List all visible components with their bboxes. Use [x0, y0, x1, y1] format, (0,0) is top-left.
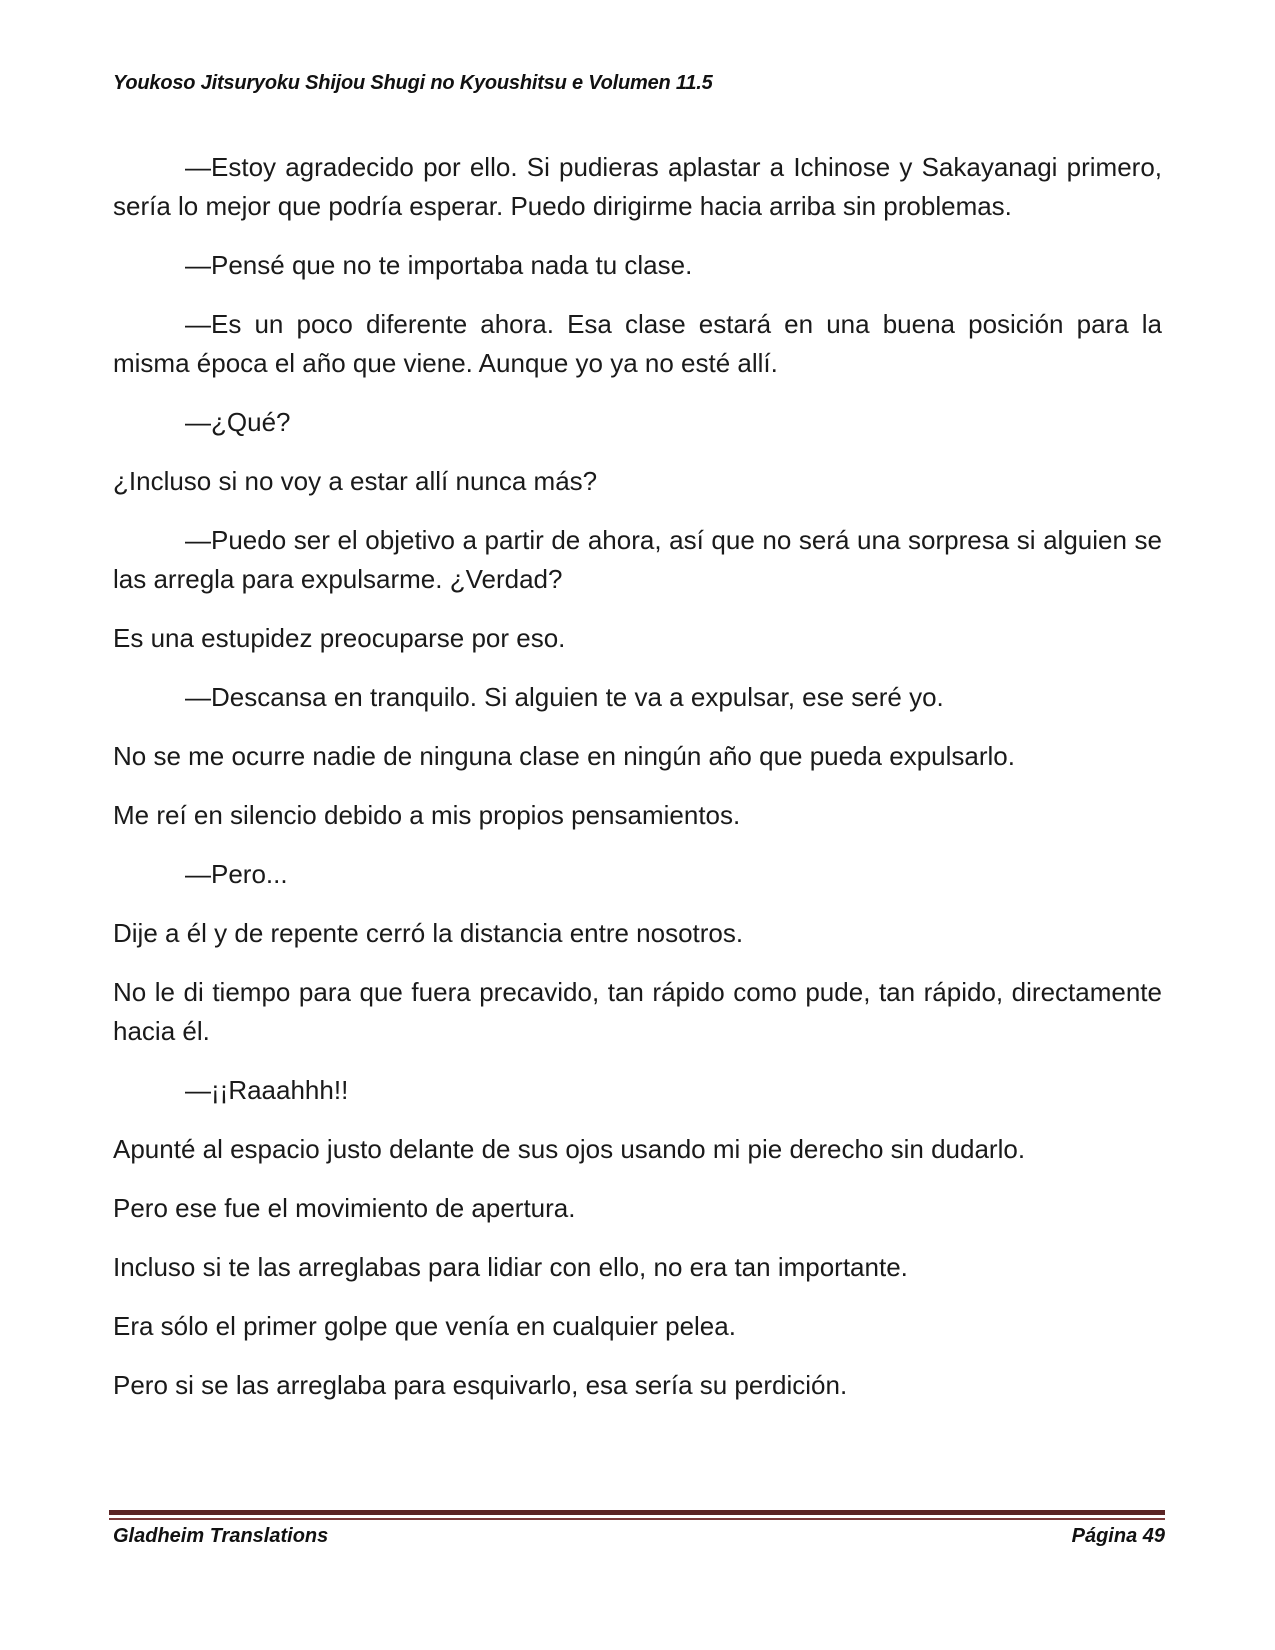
paragraph: No le di tiempo para que fuera precavido, tan rápido como pude, tan rápido, directamente hacia él. [113, 977, 1162, 1046]
paragraph: —Estoy agradecido por ello. Si pudieras aplastar a Ichinose y Sakayanagi primero, sería lo mejor que podría esperar. Puedo dirigirme hacia arriba sin problemas. [113, 152, 1162, 221]
paragraph: Dije a él y de repente cerró la distancia entre nosotros. [113, 918, 744, 948]
paragraph: —Puedo ser el objetivo a partir de ahora, así que no será una sorpresa si alguien se las arregla para expulsarme. ¿Verdad? [113, 525, 1162, 594]
paragraph: —¿Qué? [185, 407, 291, 437]
paragraph: Apunté al espacio justo delante de sus ojos usando mi pie derecho sin dudarlo. [113, 1134, 1026, 1164]
paragraph: Incluso si te las arreglabas para lidiar con ello, no era tan importante. [113, 1252, 908, 1282]
paragraph: Pero ese fue el movimiento de apertura. [113, 1193, 576, 1223]
paragraph: Pero si se las arreglaba para esquivarlo, esa sería su perdición. [113, 1370, 848, 1400]
paragraph: —Es un poco diferente ahora. Esa clase estará en una buena posición para la misma época el año que viene. Aunque yo ya no esté allí. [113, 309, 1162, 378]
paragraph: —Descansa en tranquilo. Si alguien te va a expulsar, ese seré yo. [185, 682, 944, 712]
paragraph: ¿Incluso si no voy a estar allí nunca más? [113, 466, 598, 496]
paragraph: —¡¡Raaahhh!! [185, 1075, 349, 1105]
paragraph: —Pero... [185, 859, 288, 889]
paragraph: No se me ocurre nadie de ninguna clase en ningún año que pueda expulsarlo. [113, 741, 1015, 771]
page-header-title: Youkoso Jitsuryoku Shijou Shugi no Kyoushitsu e Volumen 11.5 [113, 72, 713, 94]
page-number: Página 49 [1071, 1525, 1165, 1547]
paragraph: Me reí en silencio debido a mis propios pensamientos. [113, 800, 741, 830]
paragraph: Es una estupidez preocuparse por eso. [113, 623, 566, 653]
paragraph: Era sólo el primer golpe que venía en cualquier pelea. [113, 1311, 736, 1341]
footer-divider [109, 1510, 1165, 1515]
body-text [113, 148, 1162, 1425]
paragraph: —Pensé que no te importaba nada tu clase. [185, 250, 693, 280]
footer-credit: Gladheim Translations [113, 1525, 329, 1547]
footer-divider-thin [109, 1518, 1165, 1520]
